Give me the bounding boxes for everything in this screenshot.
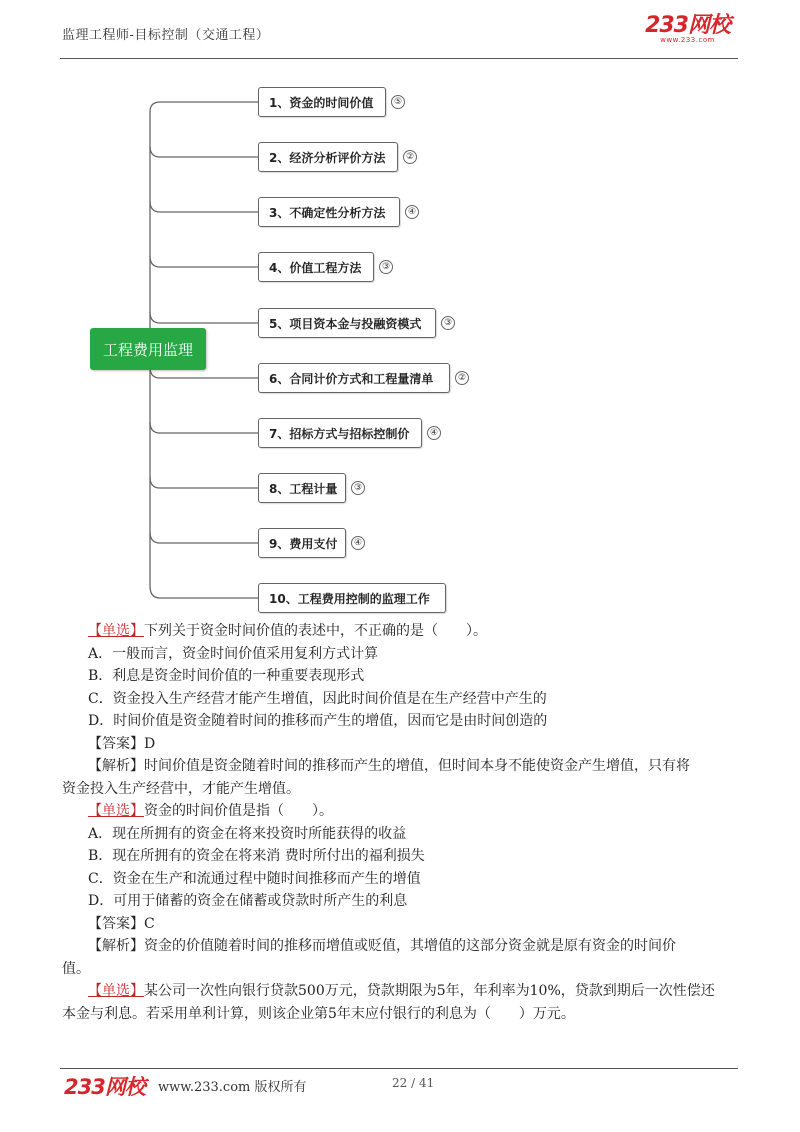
footer-site[interactable]: www.233.com 版权所有	[158, 1080, 307, 1095]
question-2-answer: 【答案】C	[88, 915, 155, 932]
branch-node-1[interactable]: 1、资金的时间价值	[258, 87, 386, 117]
connector-7	[150, 422, 258, 433]
branch-node-10[interactable]: 10、工程费用控制的监理工作	[258, 583, 446, 613]
branch-count-badge-7: ④	[427, 426, 441, 440]
connector-9	[150, 532, 258, 543]
footer-divider	[60, 1068, 738, 1069]
question-1-option-a: A．一般而言，资金时间价值采用复利方式计算	[88, 645, 379, 662]
connector-8	[150, 477, 258, 488]
question-section	[62, 620, 742, 1025]
question-1-analysis: 【解析】时间价值是资金随着时间的推移而产生的增值，但时间本身不能使资金产生增值，只有将	[88, 758, 690, 774]
branch-count-badge-9: ④	[351, 536, 365, 550]
branch-node-9[interactable]: 9、费用支付	[258, 528, 346, 558]
branch-node-3[interactable]: 3、不确定性分析方法	[258, 197, 400, 227]
question-1-analysis-cont: 资金投入生产经营中，才能产生增值。	[62, 780, 300, 797]
brand-logo-text: 233网校	[645, 13, 730, 38]
connector-2	[150, 146, 258, 157]
question-3-stem	[62, 980, 742, 1003]
branch-count-badge-5: ③	[441, 316, 455, 330]
question-1-text: 下列关于资金时间价值的表述中，不正确的是（ ）。	[144, 623, 487, 639]
question-1-option-d: D．时间价值是资金随着时间的推移而产生的增值，因而它是由时间创造的	[88, 713, 548, 729]
branch-node-5[interactable]: 5、项目资本金与投融资模式	[258, 308, 436, 338]
question-1-stem	[62, 620, 742, 643]
branch-count-badge-2: ②	[403, 150, 417, 164]
question-2-analysis: 【解析】资金的价值随着时间的推移而增值或贬值，其增值的这部分资金就是原有资金的时间价	[88, 938, 676, 954]
brand-logo-url: www.233.com	[660, 36, 715, 44]
branch-count-badge-8: ③	[351, 481, 365, 495]
question-2-text: 资金的时间价值是指（ ）。	[144, 803, 333, 819]
question-2-option-b: B．现在所拥有的资金在将来消 费时所付出的福利损失	[88, 848, 425, 864]
question-1-tag: 【单选】	[88, 623, 144, 639]
mindmap-root-node[interactable]: 工程费用监理	[90, 328, 206, 370]
connector-4	[150, 256, 258, 267]
footer-logo[interactable]: 233网校	[64, 1075, 145, 1099]
question-2-tag: 【单选】	[88, 803, 144, 819]
page-number: 22 / 41	[392, 1076, 435, 1090]
question-1-answer: 【答案】D	[88, 735, 156, 752]
branch-count-badge-1: ⑤	[391, 95, 405, 109]
question-2-option-a: A．现在所拥有的资金在将来投资时所能获得的收益	[88, 825, 407, 842]
branch-node-2[interactable]: 2、经济分析评价方法	[258, 142, 398, 172]
question-2-stem	[62, 800, 742, 823]
question-3-stem-cont: 本金与利息。若采用单利计算，则该企业第5年末应付银行的利息为（ ）万元。	[62, 1005, 575, 1022]
question-2-analysis-cont: 值。	[62, 960, 90, 977]
header-title: 监理工程师-目标控制（交通工程）	[62, 28, 270, 43]
branch-count-badge-3: ④	[405, 205, 419, 219]
question-3-text: 某公司一次性向银行贷款500万元，贷款期限为5年，年利率为10%，贷款到期后一次性偿还	[144, 983, 715, 999]
question-3-tag: 【单选】	[88, 983, 144, 999]
question-2-option-d: D．可用于储蓄的资金在储蓄或贷款时所产生的利息	[88, 893, 408, 909]
connector-5	[150, 312, 258, 323]
question-1-option-c: C．资金投入生产经营才能产生增值，因此时间价值是在生产经营中产生的	[88, 690, 547, 707]
connector-3	[150, 201, 258, 212]
question-2-option-c: C．资金在生产和流通过程中随时间推移而产生的增值	[88, 870, 421, 887]
branch-node-7[interactable]: 7、招标方式与招标控制价	[258, 418, 422, 448]
branch-node-8[interactable]: 8、工程计量	[258, 473, 346, 503]
branch-count-badge-6: ②	[455, 371, 469, 385]
branch-node-6[interactable]: 6、合同计价方式和工程量清单	[258, 363, 450, 393]
branch-node-4[interactable]: 4、价值工程方法	[258, 252, 374, 282]
question-1-option-b: B．利息是资金时间价值的一种重要表现形式	[88, 668, 365, 684]
branch-count-badge-4: ③	[379, 260, 393, 274]
